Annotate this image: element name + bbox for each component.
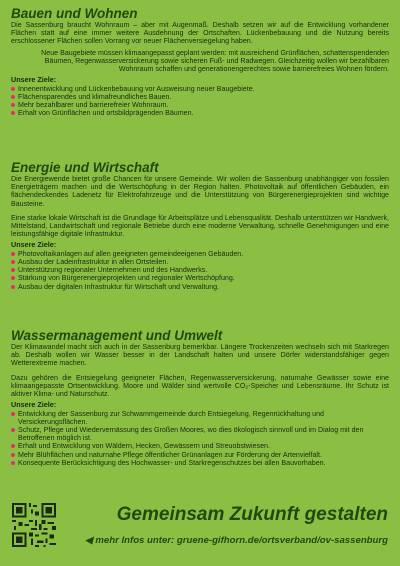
- bullet-icon: [11, 103, 15, 107]
- list-item: Flächensparendes und klimafreundliches Bauen.: [11, 93, 389, 101]
- section-title: Bauen und Wohnen: [11, 6, 138, 21]
- bullet-icon: [11, 87, 15, 91]
- bullet-icon: [11, 111, 15, 115]
- section-energie-wirtschaft: [11, 160, 389, 291]
- paragraph: Der Klimawandel macht sich auch in der Sassenburg bemerkbar. Längere Trockenzeiten wechseln sich mit Starkregen ab. Deshalb wollen wir Wasser besser in der Landschaft halten und unsere Dörfer widerstandsfähiger gegen Wetterextreme machen.: [11, 343, 389, 368]
- bullet-icon: [11, 260, 15, 264]
- section-title: Wassermanagement und Umwelt: [11, 328, 223, 343]
- arrow-left-icon: ◀: [84, 535, 93, 546]
- bullet-icon: [11, 285, 15, 289]
- goals-list: [11, 250, 389, 291]
- qr-code-icon[interactable]: [12, 503, 56, 547]
- bullet-icon: [11, 276, 15, 280]
- paragraph: Neue Baugebiete müssen klimaangepasst geplant werden: mit ausreichend Grünflächen, schattenspendenden Bäumen, Regenwasserversickerung sowie sicheren Fuß- und Radwegen. Gleichzeitig wollen wir bezahlbaren Wohnraum schaffen und generationengerechtes sowie barrierefreies Wohnen fördern.: [41, 48, 389, 74]
- paragraph: Die Energiewende bietet große Chancen für unsere Gemeinde. Wir wollen die Sassenburg unabhängiger von fossilen Energieträgern machen und die Wertschöpfung in der Region halten. Photovoltaik auf öffentlichen Gebäuden, ein flächendeckendes Ladenetz für Elektrofahrzeuge und die Unterstützung von Bürgerenergieprojekten sind wichtige Bausteine.: [11, 175, 389, 208]
- list-item: Entwicklung der Sassenburg zur Schwammgemeinde durch Entsiegelung, Regenrückhaltung und Versickerungsflächen.: [11, 410, 389, 426]
- goals-heading: Unsere Ziele:: [11, 240, 57, 250]
- paragraph: Eine starke lokale Wirtschaft ist die Grundlage für Arbeitsplätze und Lebensqualität. Deshalb unterstützen wir Handwerk, Mittelstand, Landwirtschaft und regionale Betriebe durch eine moderne Verwaltung, schnelle Genehmigungen und eine leistungsfähige digitale Infrastruktur.: [11, 213, 389, 239]
- list-item: Schutz, Pflege und Wiedervernässung des Großen Moores, wo dies ökologisch sinnvoll und im Dialog mit den Betroffenen möglich ist.: [11, 426, 389, 442]
- paragraph: Die Sassenburg braucht Wohnraum – aber mit Augenmaß. Deshalb setzen wir auf die Entwicklung vorhandener Flächen statt auf eine immer weitere Ausdehnung der Ortschaften. Lückenbebauung und die Nutzung bereits erschlossener Flächen sollen Vorrang vor neuer Flächenversiegelung haben.: [11, 21, 389, 46]
- section-wassermanagement-umwelt: [11, 328, 389, 467]
- list-item: Ausbau der digitalen Infrastruktur für Wirtschaft und Verwaltung.: [11, 283, 389, 291]
- section-title: Energie und Wirtschaft: [11, 160, 159, 175]
- list-item: Stärkung von Bürgerenergieprojekten und regionaler Wertschöpfung.: [11, 274, 389, 282]
- bullet-icon: [11, 461, 15, 465]
- list-item: Unterstützung regionaler Unternehmen und des Handwerks.: [11, 266, 389, 274]
- section-bauen-wohnen: [11, 6, 389, 117]
- paragraph: Dazu gehören die Entsiegelung geeigneter Flächen, Regenwasserversickerung, naturnahe Gewässer sowie eine klimaangepasste Ortsentwicklung. Moore und Wälder sind wertvolle CO₂-Speicher und Lebensräume. Ihr Schutz ist aktiver Klima- und Naturschutz.: [11, 373, 389, 399]
- bullet-icon: [11, 453, 15, 457]
- list-item: Photovoltaikanlagen auf allen geeigneten gemeindeeigenen Gebäuden.: [11, 250, 389, 258]
- bullet-icon: [11, 444, 15, 448]
- list-item: Konsequente Berücksichtigung des Hochwasser- und Starkregenschutzes bei allen Bauvorhaben.: [11, 459, 389, 467]
- list-item: Erhalt und Entwicklung von Wäldern, Hecken, Gewässern und Streuobstwiesen.: [11, 442, 389, 450]
- bullet-icon: [11, 95, 15, 99]
- list-item: Ausbau der Ladeinfrastruktur in allen Ortsteilen.: [11, 258, 389, 266]
- bullet-icon: [11, 428, 15, 432]
- more-info-link[interactable]: [85, 535, 388, 547]
- goals-list: [11, 410, 389, 467]
- goals-list: [11, 85, 389, 118]
- list-item: Erhalt von Grünflächen und ortsbildprägenden Bäumen.: [11, 109, 389, 117]
- list-item: Mehr bezahlbarer und barrierefreier Wohnraum.: [11, 101, 389, 109]
- bullet-icon: [11, 268, 15, 272]
- bullet-icon: [11, 252, 15, 256]
- goals-heading: Unsere Ziele:: [11, 400, 57, 410]
- list-item: Mehr Blühflächen und naturnahe Pflege öffentlicher Grünanlagen zur Förderung der Artenvielfalt.: [11, 451, 389, 459]
- slogan: Gemeinsam Zukunft gestalten: [116, 504, 388, 525]
- list-item: Innenentwicklung und Lückenbebauung vor Ausweisung neuer Baugebiete.: [11, 85, 389, 93]
- more-info-text: mehr Infos unter: gruene-gifhorn.de/ortsverband/ov-sassenburg: [95, 535, 388, 546]
- bullet-icon: [11, 412, 15, 416]
- goals-heading: Unsere Ziele:: [11, 75, 57, 85]
